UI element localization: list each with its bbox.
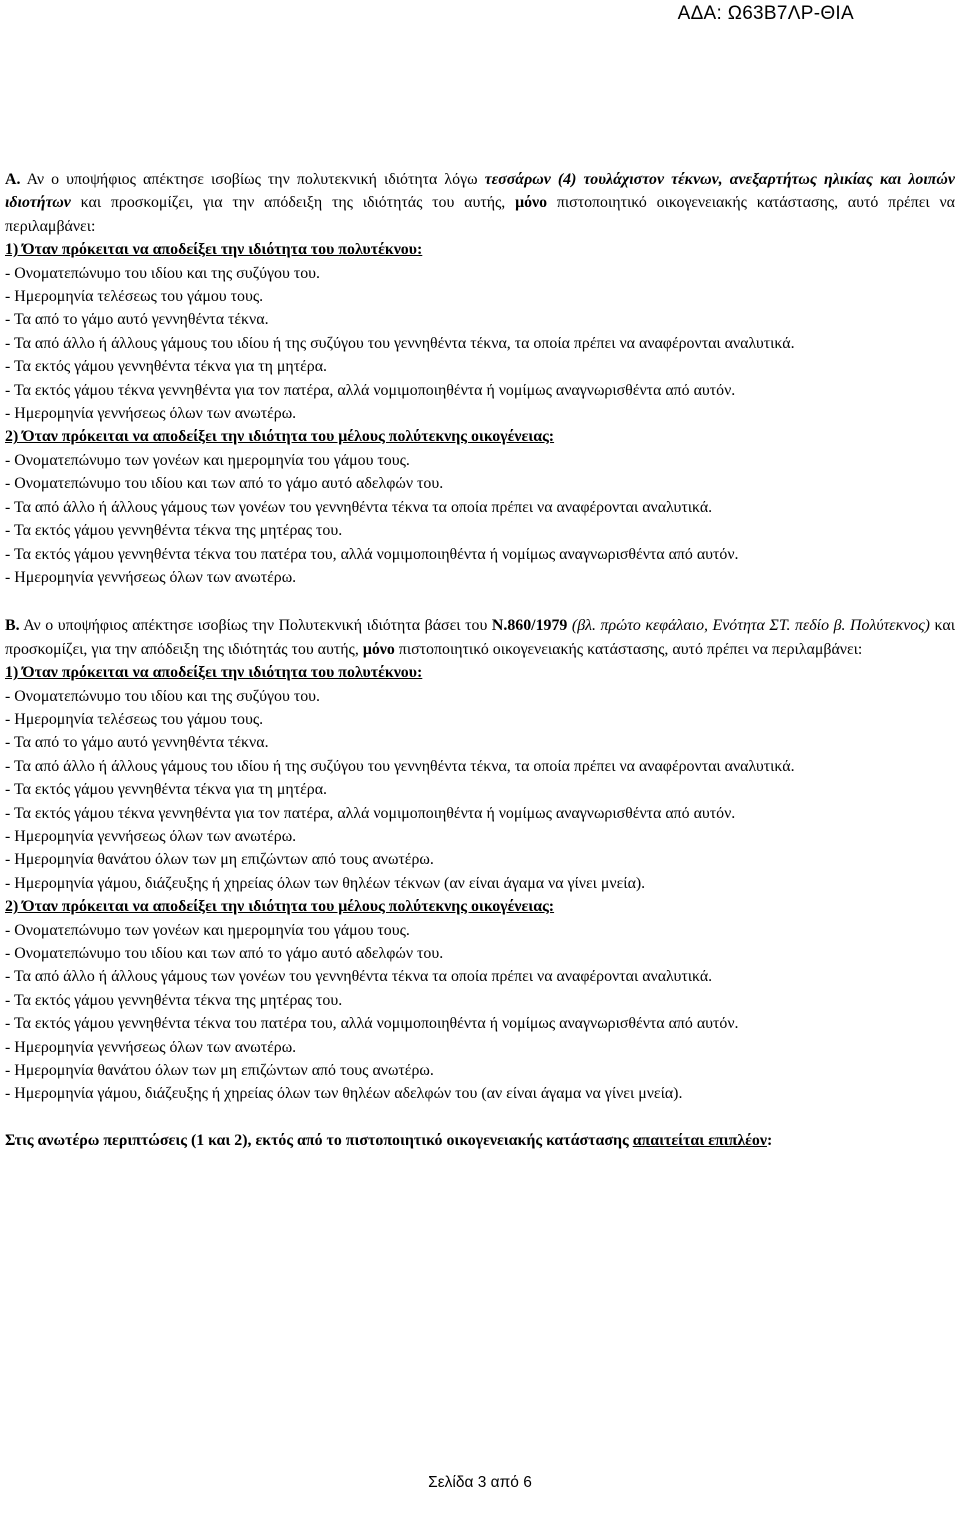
- page-number: Σελίδα 3 από 6: [428, 1474, 532, 1491]
- section-b-label: Β.: [5, 617, 20, 635]
- section-b-sub1-list: [5, 685, 955, 896]
- list-item: - Τα εκτός γάμου τέκνα γεννηθέντα για τον πατέρα, αλλά νομιμοποιηθέντα ή νομίμως αναγνωρισθέντα από αυτόν.: [5, 804, 736, 822]
- list-item: - Τα εκτός γάμου τέκνα γεννηθέντα για τον πατέρα, αλλά νομιμοποιηθέντα ή νομίμως αναγνωρισθέντα από αυτόν.: [5, 381, 736, 399]
- document-body: [5, 168, 955, 1152]
- section-b-sub2-title: 2) Όταν πρόκειται να αποδείξει την ιδιότητα του μέλους πολύτεκνης οικογένειας:: [5, 898, 555, 916]
- section-b-sub2-list: [5, 919, 955, 1106]
- section-b-intro-text-2: και προσκομίζει, για την απόδειξη της ιδιότητάς του αυτής,: [5, 617, 955, 658]
- list-item: - Ονοματεπώνυμο του ιδίου και των από το γάμο αυτό αδελφών του.: [5, 945, 444, 962]
- section-b-intro-text-3: πιστοποιητικό οικογενειακής κατάστασης, αυτό πρέπει να περιλαμβάνει:: [398, 640, 863, 658]
- section-a-sub2-title: 2) Όταν πρόκειται να αποδείξει την ιδιότητα του μέλους πολύτεκνης οικογένειας:: [5, 428, 555, 446]
- spacer: [5, 1106, 955, 1129]
- section-a-sub2-list: [5, 449, 955, 589]
- section-a-label: Α.: [5, 171, 21, 188]
- list-item: - Ημερομηνία γάμου, διάζευξης ή χηρείας όλων των θηλέων τέκνων (αν είναι άγαμα να γίνει μνεία).: [5, 874, 646, 892]
- section-b-intro-italic: (βλ. πρώτο κεφάλαιο, Ενότητα ΣΤ. πεδίο β. Πολύτεκνος): [571, 617, 930, 635]
- list-item: - Τα από άλλο ή άλλους γάμους του ιδίου ή της συζύγου του γεννηθέντα τέκνα, τα οποία πρέπει να αναφέρονται αναλυτικά.: [5, 757, 795, 775]
- list-item: - Ημερομηνία γεννήσεως όλων των ανωτέρω.: [5, 568, 297, 586]
- section-a-intro-bold-3: μόνο: [515, 194, 548, 212]
- list-item: - Τα από το γάμο αυτό γεννηθέντα τέκνα.: [5, 311, 269, 329]
- section-a-intro-bold-2: ανεξαρτήτως ηλικίας και λοιπών ιδιοτήτων: [5, 171, 955, 212]
- list-item: - Ημερομηνία θανάτου όλων των μη επιζώντων από τους ανωτέρω.: [5, 851, 434, 869]
- list-item: - Ημερομηνία γάμου, διάζευξης ή χηρείας όλων των θηλέων αδελφών του (αν είναι άγαμα να γίνει μνεία).: [5, 1085, 683, 1103]
- list-item: - Τα εκτός γάμου γεννηθέντα τέκνα της μητέρας του.: [5, 522, 343, 540]
- section-a-intro: [5, 168, 955, 238]
- list-item: - Τα εκτός γάμου γεννηθέντα τέκνα για τη μητέρα.: [5, 781, 328, 799]
- list-item: - Τα από το γάμο αυτό γεννηθέντα τέκνα.: [5, 734, 269, 752]
- list-item: - Τα από άλλο ή άλλους γάμους των γονέων του γεννηθέντα τέκνα τα οποία πρέπει να αναφέρονται αναλυτικά.: [5, 968, 713, 986]
- list-item: - Ημερομηνία γεννήσεως όλων των ανωτέρω.: [5, 827, 297, 845]
- list-item: - Ονοματεπώνυμο του ιδίου και των από το γάμο αυτό αδελφών του.: [5, 475, 444, 493]
- list-item: - Ονοματεπώνυμο των γονέων και ημερομηνία του γάμου τους.: [5, 451, 410, 469]
- section-a-intro-text-2: και προσκομίζει, για την απόδειξη της ιδιότητάς του αυτής,: [80, 194, 506, 212]
- closing-bold-text: Στις ανωτέρω περιπτώσεις (1 και 2), εκτός από το πιστοποιητικό οικογενειακής κατάστασης: [5, 1131, 629, 1149]
- section-a-intro-text-1: Αν ο υποψήφιος απέκτησε ισοβίως την πολυτεκνική ιδιότητα λόγω: [26, 171, 478, 188]
- section-a-intro-bold-1: τεσσάρων (4) τουλάχιστον τέκνων,: [484, 171, 723, 188]
- list-item: - Ημερομηνία γεννήσεως όλων των ανωτέρω.: [5, 1038, 297, 1056]
- ada-code: ΑΔΑ: Ω63Β7ΛΡ-ΘΙΑ: [677, 3, 854, 24]
- list-item: - Τα εκτός γάμου γεννηθέντα τέκνα της μητέρας του.: [5, 991, 343, 1009]
- section-a-sub1-title: 1) Όταν πρόκειται να αποδείξει την ιδιότητα του πολυτέκνου:: [5, 241, 423, 259]
- list-item: - Ημερομηνία γεννήσεως όλων των ανωτέρω.: [5, 405, 297, 423]
- list-item: - Ονοματεπώνυμο του ιδίου και της συζύγου του.: [5, 687, 321, 705]
- section-b-sub1-title: 1) Όταν πρόκειται να αποδείξει την ιδιότητα του πολυτέκνου:: [5, 664, 423, 682]
- spacer: [5, 589, 955, 614]
- section-b-intro: [5, 614, 955, 661]
- section-b-intro-bold-only: μόνο: [362, 640, 395, 658]
- list-item: - Ημερομηνία τελέσεως του γάμου τους.: [5, 710, 264, 728]
- list-item: - Ονοματεπώνυμο των γονέων και ημερομηνία του γάμου τους.: [5, 921, 410, 939]
- closing-paragraph: [5, 1129, 955, 1152]
- list-item: - Τα από άλλο ή άλλους γάμους των γονέων του γεννηθέντα τέκνα τα οποία πρέπει να αναφέρονται αναλυτικά.: [5, 498, 713, 516]
- section-b-law-ref: Ν.860/1979: [491, 617, 568, 635]
- section-a-sub1-list: [5, 262, 955, 426]
- list-item: - Τα εκτός γάμου γεννηθέντα τέκνα για τη μητέρα.: [5, 358, 328, 376]
- list-item: - Τα από άλλο ή άλλους γάμους του ιδίου ή της συζύγου του γεννηθέντα τέκνα, τα οποία πρέπει να αναφέρονται αναλυτικά.: [5, 334, 795, 352]
- list-item: - Τα εκτός γάμου γεννηθέντα τέκνα του πατέρα του, αλλά νομιμοποιηθέντα ή νομίμως αναγνωρισθέντα από αυτόν.: [5, 545, 739, 563]
- list-item: - Ονοματεπώνυμο του ιδίου και της συζύγου του.: [5, 264, 321, 282]
- list-item: - Τα εκτός γάμου γεννηθέντα τέκνα του πατέρα του, αλλά νομιμοποιηθέντα ή νομίμως αναγνωρισθέντα από αυτόν.: [5, 1015, 739, 1033]
- list-item: - Ημερομηνία θανάτου όλων των μη επιζώντων από τους ανωτέρω.: [5, 1062, 434, 1080]
- closing-underlined-text: απαιτείται επιπλέον: [632, 1131, 767, 1149]
- section-a-intro-text-3: πιστοποιητικό οικογενειακής κατάστασης, αυτό πρέπει να περιλαμβάνει:: [5, 194, 955, 235]
- section-b-intro-text-1: Αν ο υποψήφιος απέκτησε ισοβίως την Πολυτεκνική ιδιότητα βάσει του: [23, 617, 488, 635]
- closing-colon: :: [766, 1131, 773, 1149]
- list-item: - Ημερομηνία τελέσεως του γάμου τους.: [5, 288, 264, 306]
